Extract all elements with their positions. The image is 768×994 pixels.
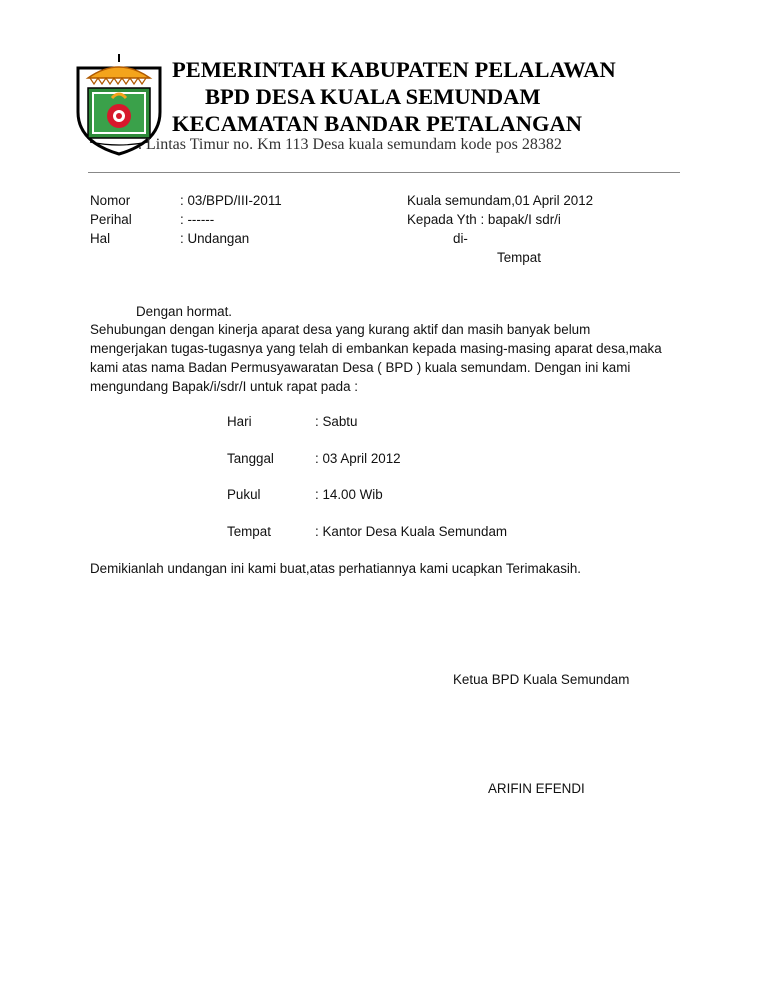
schedule-label-pukul: Pukul: [227, 487, 261, 502]
place-date: Kuala semundam,01 April 2012: [407, 193, 594, 208]
greeting: Dengan hormat.: [136, 304, 233, 319]
perihal-value: : ------: [180, 212, 215, 227]
hal-value: : Undangan: [180, 231, 250, 246]
schedule-value-pukul: : 14.00 Wib: [315, 487, 383, 502]
recipient-di: di-: [453, 231, 468, 246]
header-address: . Lintas Timur no. Km 113 Desa kuala semundam kode pos 28382: [138, 136, 562, 153]
body-line: kami atas nama Badan Permusyawaratan Desa ( BPD ) kuala semundam. Dengan ini kami: [90, 360, 631, 375]
closing-sentence: Demikianlah undangan ini kami buat,atas perhatiannya kami ucapkan Terimakasih.: [90, 561, 582, 576]
header-divider: [88, 172, 680, 173]
header-line-3: KECAMATAN BANDAR PETALANGAN: [172, 111, 582, 136]
header-line-1: PEMERINTAH KABUPATEN PELALAWAN: [172, 57, 616, 82]
signature-title: Ketua BPD Kuala Semundam: [453, 672, 630, 687]
recipient-kepada: Kepada Yth : bapak/I sdr/i: [407, 212, 561, 227]
schedule-value-tempat: : Kantor Desa Kuala Semundam: [315, 524, 508, 539]
nomor-label: Nomor: [90, 193, 131, 208]
schedule-label-tanggal: Tanggal: [227, 451, 274, 466]
body-line: mengundang Bapak/i/sdr/I untuk rapat pada :: [90, 379, 358, 394]
header-line-2: BPD DESA KUALA SEMUNDAM: [205, 84, 541, 109]
nomor-value: : 03/BPD/III-2011: [180, 193, 282, 208]
body-line: Sehubungan dengan kinerja aparat desa yang kurang aktif dan masih banyak belum: [90, 322, 591, 337]
schedule-label-tempat: Tempat: [227, 524, 271, 539]
perihal-label: Perihal: [90, 212, 132, 227]
recipient-tempat: Tempat: [497, 250, 541, 265]
body-line: mengerjakan tugas-tugasnya yang telah di embankan kepada masing-masing aparat desa,maka: [90, 341, 662, 356]
schedule-value-hari: : Sabtu: [315, 414, 358, 429]
schedule-value-tanggal: : 03 April 2012: [315, 451, 401, 466]
signature-name: ARIFIN EFENDI: [488, 781, 585, 796]
hal-label: Hal: [90, 231, 111, 246]
schedule-label-hari: Hari: [227, 414, 252, 429]
